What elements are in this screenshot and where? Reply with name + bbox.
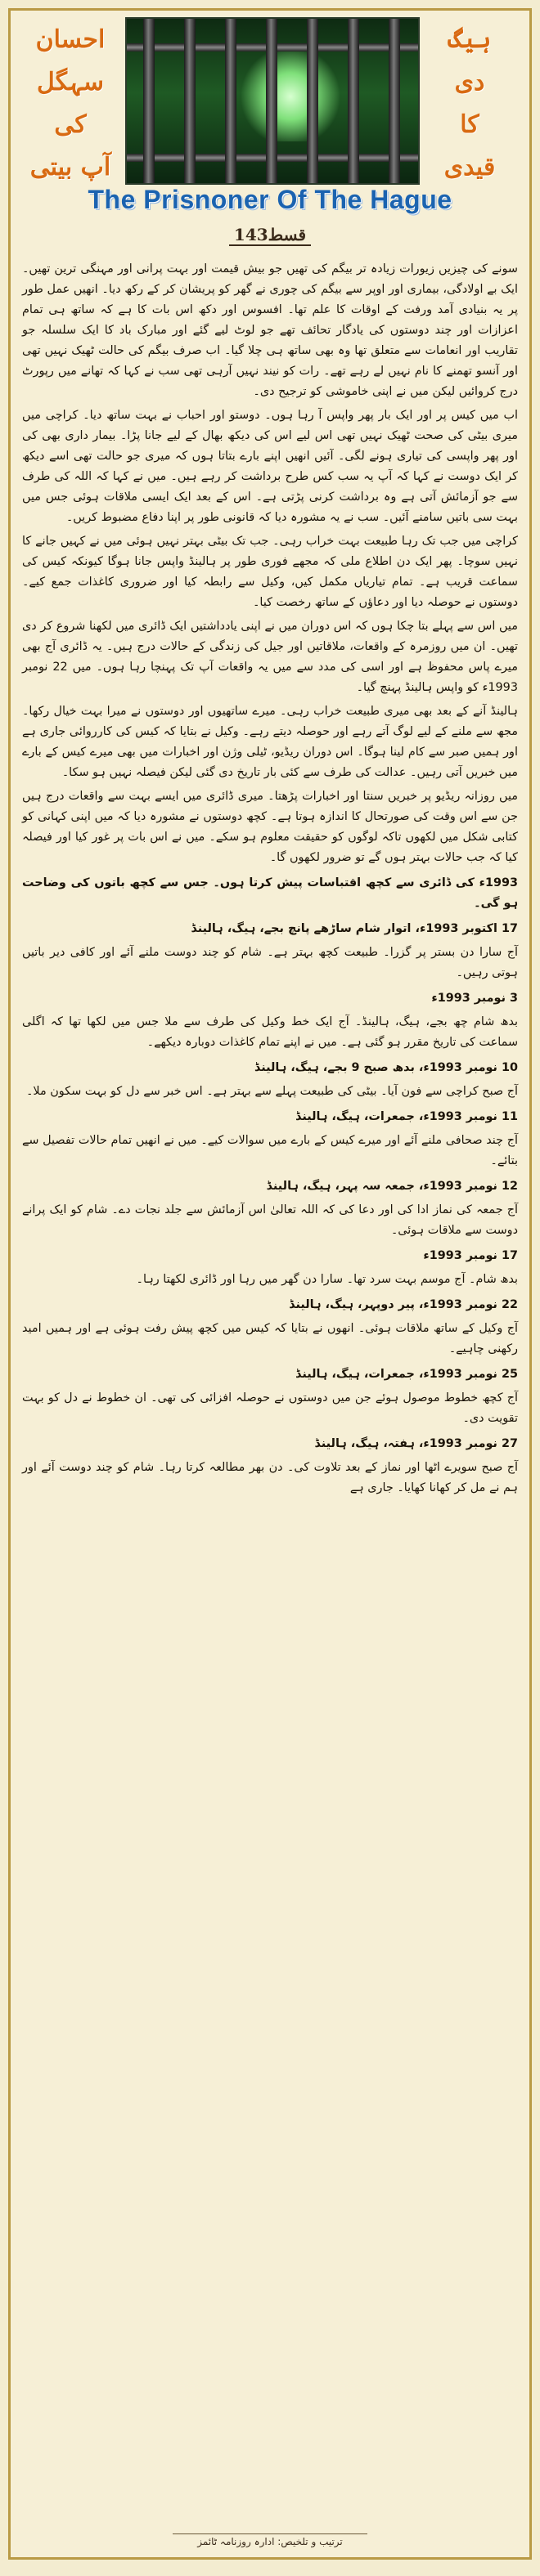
diary-date: 17 نومبر 1993ء	[423, 1249, 518, 1262]
paragraph: سونے کی چیزیں زیورات زیادہ تر بیگم کی تھیں جو بیش قیمت اور بہت پرانی اور مہنگی ترین تھیں۔ ایک بے اولادگی، بیماری اور اوپر سے بیگم کی چوری نے گھر کو پریشان کر کے رکھ دیا۔ انھیں عمل طور پر یہ بنیادی آمد ورفت کے اوقات کا علم تھا۔ افسوس اور دکھ اس بات کا ہے کہ ساتھ ہی تمام اعزازات اور چند دوستوں کی یادگار تحائف تھے جو لوٹ لیے گئے اور مبارک باد کا ایک سلسلہ جو تقاریب اور انعامات سے متعلق تھا وہ بھی ساتھ ہی چلا گیا۔ اب صرف بیگم کی حالت ٹھیک نہیں تھی اور آنسو تھمنے کا نام نہیں لے رہے تھے۔ رات کو نیند نہیں آرہی تھی سب نے کہا کہ تھانے میں رپورٹ درج کروائیں لیکن میں نے اپنی خاموشی کو ترجیح دی۔	[22, 262, 518, 398]
footer-credit: ترتیب و تلخیص: ادارہ روزنامہ ٹائمز	[173, 2533, 367, 2547]
english-title: The Prisnoner Of The Hague	[88, 185, 452, 214]
article-page	[8, 8, 532, 2560]
diary-text: آج چند صحافی ملنے آئے اور میرے کیس کے بارے میں سوالات کیے۔ میں نے انھیں تمام حالات تفصیل سے بتائے۔	[22, 1134, 518, 1167]
title-right-line: قیدی	[443, 153, 496, 181]
title-right-line: کا	[460, 110, 479, 139]
paragraph: کراچی میں جب تک رہا طبیعت بہت خراب رہی۔ جب تک بیٹی بہتر نہیں ہوئی میں نے کہیں جانے کا نہیں سوچا۔ پھر ایک دن اطلاع ملی کہ مجھے فوری طور پر ہالینڈ واپس جانا ہوگا کیونکہ کیس کی سماعت قریب ہے۔ تمام تیاریاں مکمل کیں، وکیل سے رابطہ کیا اور ضروری کاغذات جمع کیے۔ دوستوں نے حوصلہ دیا اور دعاؤں کے ساتھ رخصت کیا۔	[22, 535, 518, 609]
title-left-line: کی	[54, 110, 87, 139]
diary-text: آج صبح کراچی سے فون آیا۔ بیٹی کی طبیعت پہلے سے بہتر ہے۔ اس خبر سے دل کو بہت سکون ملا۔	[25, 1085, 518, 1098]
episode-number	[11, 225, 529, 244]
title-left-line: آپ بیتی	[29, 153, 111, 181]
urdu-title-right	[425, 19, 515, 189]
article-header	[11, 11, 529, 256]
paragraph: میں روزانہ ریڈیو پر خبریں سنتا اور اخبارات پڑھتا۔ میری ڈائری میں ایسے بہت سے واقعات درج ہیں جن سے اس وقت کی صورتحال کا اندازہ ہوتا ہے۔ کچھ دوستوں نے مشورہ دیا کہ میں اپنی کہانی کو کتابی شکل میں لکھوں تاکہ لوگوں کو حقیقت معلوم ہو سکے۔ میں نے اس بات پر غور کیا اور فیصلہ کیا کہ جب حالات بہتر ہوں گے تو ضرور لکھوں گا۔	[22, 790, 518, 864]
episode-label: قسط143	[229, 225, 311, 246]
title-left-line: سہگل	[36, 68, 104, 96]
article-body	[11, 256, 529, 1499]
diary-date: 25 نومبر 1993ء، جمعرات، ہیگ، ہالینڈ	[295, 1368, 518, 1381]
paragraph: میں اس سے پہلے بتا چکا ہوں کہ اس دوران میں نے اپنی یادداشتیں ایک ڈائری میں لکھنا شروع کر دی تھیں۔ ان میں روزمرہ کے واقعات، ملاقاتیں اور جیل کی زندگی کے حالات درج ہیں۔ یہ ڈائری آج بھی میرے پاس محفوظ ہے اور اسی کی مدد سے میں یہ واقعات آپ تک پہنچا رہا ہوں۔ میں 22 نومبر 1993ء کو واپس ہالینڈ پہنچ گیا۔	[22, 620, 518, 694]
article-footer	[11, 2536, 529, 2547]
bar-vertical	[348, 19, 359, 183]
diary-text: آج کچھ خطوط موصول ہوئے جن میں دوستوں نے حوصلہ افزائی کی تھی۔ ان خطوط نے دل کو بہت تقویت دی۔	[22, 1391, 518, 1425]
bar-vertical	[184, 19, 196, 183]
diary-text: آج جمعہ کی نماز ادا کی اور دعا کی کہ اللہ تعالیٰ اس آزمائش سے جلد نجات دے۔ شام کو ایک پرانے دوست سے ملاقات ہوئی۔	[22, 1203, 518, 1237]
diary-text: آج سارا دن بستر پر گزرا۔ طبیعت کچھ بہتر ہے۔ شام کو چند دوست ملنے آئے اور کافی دیر باتیں ہوتی رہیں۔	[22, 946, 518, 979]
bar-vertical	[389, 19, 400, 183]
diary-text: آج وکیل کے ساتھ ملاقات ہوئی۔ انھوں نے بتایا کہ کیس میں کچھ پیش رفت ہوئی ہے اور ہمیں امید رکھنی چاہیے۔	[22, 1322, 518, 1355]
bar-vertical	[143, 19, 155, 183]
prison-bars-image	[125, 17, 420, 185]
paragraph: ہالینڈ آنے کے بعد بھی میری طبیعت خراب رہی۔ میرے ساتھیوں اور دوستوں نے میرا بہت خیال رکھا۔ مجھ سے ملنے کے لیے لوگ آتے رہے اور حوصلہ دیتے رہے۔ وکیل نے بتایا کہ کیس کی کارروائی جاری ہے اور ہمیں صبر سے کام لینا ہوگا۔ اس دوران ریڈیو، ٹیلی وژن اور اخبارات میں بھی میرے کیس کے بارے میں خبریں آتی رہیں۔ عدالت کی طرف سے کئی بار تاریخ دی گئی لیکن فیصلہ نہیں ہو سکا۔	[22, 705, 518, 779]
bar-vertical	[307, 19, 318, 183]
title-left-line: احسان	[35, 25, 106, 54]
diary-date: 22 نومبر 1993ء، پیر دوپہر، ہیگ، ہالینڈ	[289, 1298, 518, 1311]
title-right-line: دی	[454, 68, 485, 96]
diary-date: 10 نومبر 1993ء، بدھ صبح 9 بجے، ہیگ، ہالینڈ	[254, 1061, 518, 1074]
diary-text: بدھ شام۔ آج موسم بہت سرد تھا۔ سارا دن گھر میں رہا اور ڈائری لکھتا رہا۔	[136, 1273, 518, 1286]
paragraph: اب میں کیس پر اور ایک بار پھر واپس آ رہا ہوں۔ دوستو اور احباب نے بہت ساتھ دیا۔ کراچی میں میری بیٹی کی صحت ٹھیک نہیں تھی اس لیے اس کی دیکھ بھال کے لیے جانا پڑا۔ بیمار داری بھی کی اور پھر واپسی کی تیاری ہونے لگی۔ آئیں انھیں اپنے بارے بتاتا ہوں کہ میری جو حالت تھی اسے دیکھ کر ایک دوست نے کہا کہ آپ یہ سب کس طرح برداشت کر رہے ہیں۔ میں نے کہا کہ اللہ کی طرف سے جو آزمائش آتی ہے وہ برداشت کرنی پڑتی ہے۔ اس کے بعد ایک ایسی ملاقات ہوئی جس میں بہت سی باتیں سامنے آئیں۔ سب نے یہ مشورہ دیا کہ قانونی طور پر اپنا دفاع مضبوط کریں۔	[22, 409, 518, 524]
diary-date: 12 نومبر 1993ء، جمعہ سہ پہر، ہیگ، ہالینڈ	[266, 1180, 518, 1193]
diary-text: آج صبح سویرے اٹھا اور نماز کے بعد تلاوت کی۔ دن بھر مطالعہ کرتا رہا۔ شام کو چند دوست آئے اور ہم نے مل کر کھانا کھایا۔ جاری ہے	[22, 1461, 518, 1494]
diary-date: 27 نومبر 1993ء، ہفتہ، ہیگ، ہالینڈ	[314, 1437, 518, 1450]
bar-vertical	[266, 19, 277, 183]
title-right-line: ہیگ	[448, 25, 492, 54]
bar-vertical	[225, 19, 236, 183]
urdu-title-left	[25, 19, 115, 189]
diary-date: 11 نومبر 1993ء، جمعرات، ہیگ، ہالینڈ	[295, 1110, 518, 1123]
window-light	[241, 52, 340, 141]
diary-date: 17 اکتوبر 1993ء، اتوار شام ساڑھے پانچ بجے، ہیگ، ہالینڈ	[191, 922, 518, 935]
diary-date: 1993ء کی ڈائری سے کچھ اقتباسات پیش کرتا ہوں۔ جس سے کچھ باتوں کی وضاحت ہو گی۔	[22, 876, 518, 910]
diary-date: 3 نومبر 1993ء	[431, 992, 518, 1005]
diary-text: بدھ شام چھ بجے، ہیگ، ہالینڈ۔ آج ایک خط وکیل کی طرف سے ملا جس میں لکھا تھا کہ اگلی سماعت کی تاریخ مقرر ہو گئی ہے۔ میں نے اپنے تمام کاغذات دوبارہ دیکھے۔	[22, 1015, 518, 1049]
